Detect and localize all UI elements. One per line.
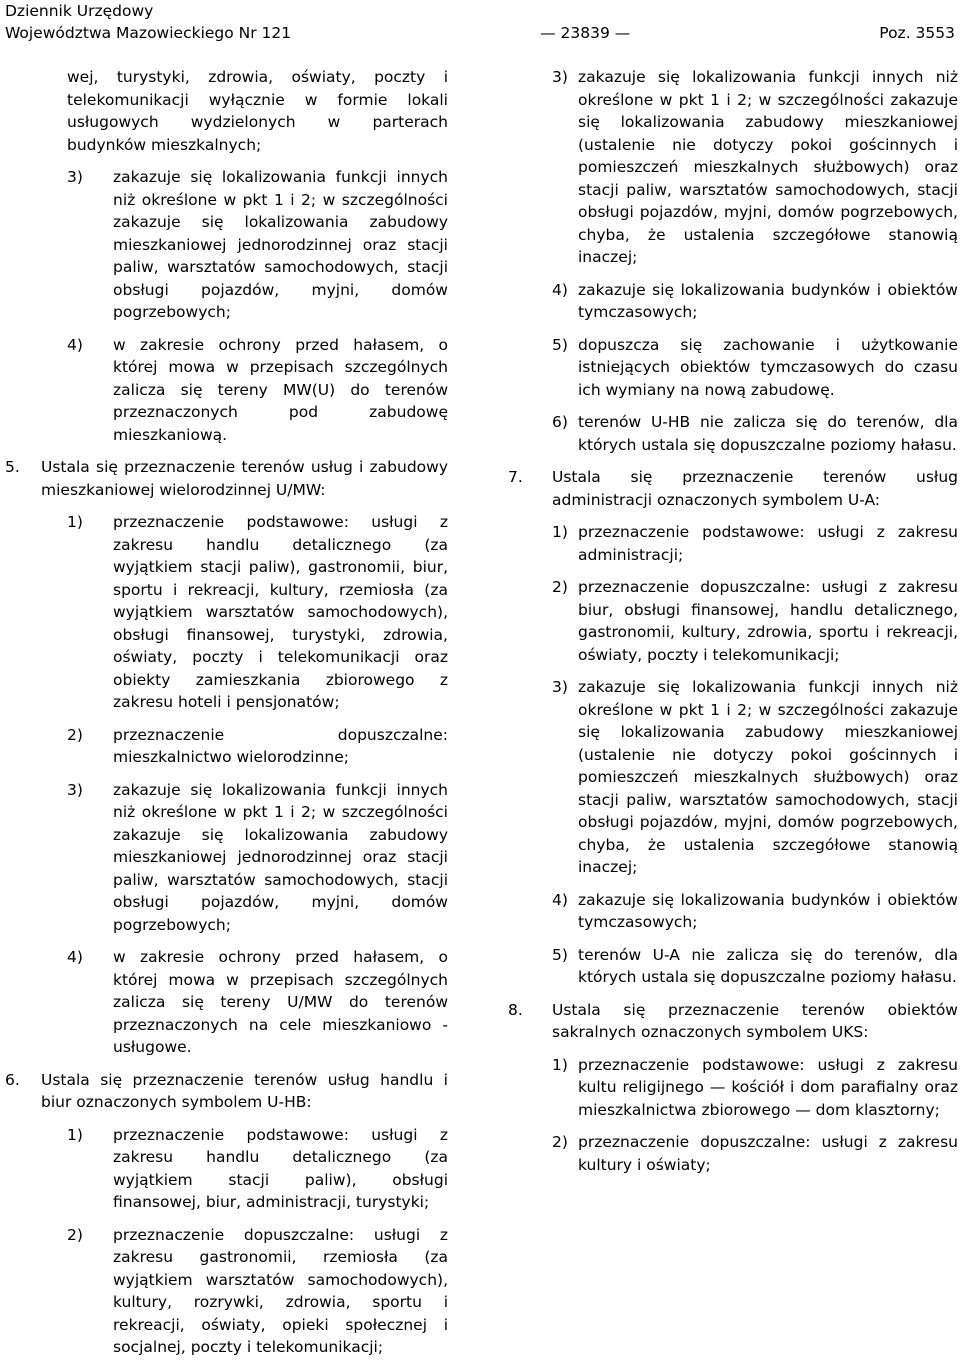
page-number: — 23839 — xyxy=(540,24,631,42)
list-item: 4) zakazuje się lokalizowania budynków i obiektów tymczasowych; xyxy=(552,890,958,931)
section-7: 7. Ustala się przeznaczenie terenów usług administracji oznaczonych symbolem U-A: xyxy=(508,468,958,509)
list-item: 3) zakazuje się lokalizowania funkcji innych niż określone w pkt 1 i 2; w szczególności zakazuje się lokalizowania zabudowy mieszkaniowej (ustalenie nie dotyczy pokoi gościnnych i pomieszczeń mieszkalnych służbowych) oraz stacji paliw, warsztatów samochodowych, stacji obsługi pojazdów, myjni, domów pogrzebowych, chyba, że ustalenia szczegółowe stanowią inaczej; xyxy=(552,68,958,266)
list-item: 5) dopuszcza się zachowanie i użytkowanie istniejących obiektów tymczasowych do czasu ich wymiany na nową zabudowę. xyxy=(552,335,958,399)
list-item: 5) terenów U-A nie zalicza się do terenów, dla których ustala się dopuszczalne poziomy hałasu. xyxy=(552,945,958,986)
right-column xyxy=(508,66,958,1186)
list-item: 3) zakazuje się lokalizowania funkcji innych niż określone w pkt 1 i 2; w szczególności zakazuje się lokalizowania zabudowy mieszkaniowej jednorodzinnej oraz stacji paliw, warsztatów samochodowych, stacji obsługi pojazdów, myjni, domów pogrzebowych; xyxy=(67,780,448,934)
continued-paragraph: wej, turystyki, zdrowia, oświaty, poczty i telekomunikacji wyłącznie w formie lokali usługowych wydzielonych w parterach budynków mieszkalnych; xyxy=(67,68,448,154)
list-item: 2) przeznaczenie dopuszczalne: usługi z zakresu biur, obsługi finansowej, handlu detalicznego, gastronomii, kultury, zdrowia, sportu i rekreacji, oświaty, poczty i telekomunikacji; xyxy=(552,578,958,664)
list-item: 1) przeznaczenie podstawowe: usługi z zakresu handlu detalicznego (za wyjątkiem stacji paliw), gastronomii, biur, sportu i rekreacji, kultury, rzemiosła (za wyjątkiem warsztatów samochodowych), obsługi finansowej, turystyki, zdrowia, oświaty, poczty i telekomunikacji oraz obiekty zamieszkania zbiorowego z zakresu hoteli i pensjonatów; xyxy=(67,513,448,711)
section-8: 8. Ustala się przeznaczenie terenów obiektów sakralnych oznaczonych symbolem UKS: xyxy=(508,1000,958,1041)
list-item: 4) w zakresie ochrony przed hałasem, o której mowa w przepisach szczególnych zalicza się tereny MW(U) do terenów przeznaczonych pod zabudowę mieszkaniową. xyxy=(67,335,448,444)
journal-title: Dziennik Urzędowy xyxy=(5,2,154,20)
page-header xyxy=(5,0,955,44)
header-line xyxy=(5,22,955,44)
list-item: 1) przeznaczenie podstawowe: usługi z zakresu administracji; xyxy=(552,523,958,564)
list-item: 4) zakazuje się lokalizowania budynków i obiektów tymczasowych; xyxy=(552,280,958,321)
journal-issue: Województwa Mazowieckiego Nr 121 xyxy=(5,24,292,42)
left-column xyxy=(5,66,448,1369)
list-item: 4) w zakresie ochrony przed hałasem, o której mowa w przepisach szczególnych zalicza się tereny U/MW do terenów przeznaczonych na cele mieszkaniowo - usługowe. xyxy=(67,948,448,1056)
list-item: 3) zakazuje się lokalizowania funkcji innych niż określone w pkt 1 i 2; w szczególności zakazuje się lokalizowania zabudowy mieszkaniowej jednorodzinnej oraz stacji paliw, warsztatów samochodowych, stacji obsługi pojazdów, myjni, domów pogrzebowych; xyxy=(67,168,448,321)
section-5: 5. Ustala się przeznaczenie terenów usług i zabudowy mieszkaniowej wielorodzinnej U/MW: xyxy=(5,458,448,499)
list-item: 2) przeznaczenie dopuszczalne: usługi z zakresu gastronomii, rzemiosła (za wyjątkiem warsztatów samochodowych), kultury, rozrywki, zdrowia, sportu i rekreacji, oświaty, opieki społecznej i socjalnej, poczty i telekomunikacji; xyxy=(67,1225,448,1356)
list-item: 1) przeznaczenie podstawowe: usługi z zakresu handlu detalicznego (za wyjątkiem stacji paliw), obsługi finansowej, biur, administracji, turystyki; xyxy=(67,1125,448,1211)
section-6: 6. Ustala się przeznaczenie terenów usług handlu i biur oznaczonych symbolem U-HB: xyxy=(5,1070,448,1111)
list-item: 2) przeznaczenie dopuszczalne: mieszkalnictwo wielorodzinne; xyxy=(67,725,448,766)
list-item: 2) przeznaczenie dopuszczalne: usługi z zakresu kultury i oświaty; xyxy=(552,1133,958,1174)
position-number: Poz. 3553 xyxy=(879,24,955,42)
list-item: 3) zakazuje się lokalizowania funkcji innych niż określone w pkt 1 i 2; w szczególności zakazuje się lokalizowania zabudowy mieszkaniowej (ustalenie nie dotyczy pokoi gościnnych i pomieszczeń mieszkalnych służbowych) oraz stacji paliw, warsztatów samochodowych, stacji obsługi pojazdów, myjni, domów pogrzebowych, chyba, że ustalenia szczegółowe stanowią inaczej; xyxy=(552,678,958,876)
list-item: 1) przeznaczenie podstawowe: usługi z zakresu kultu religijnego — kościół i dom parafialny oraz mieszkalnictwa zbiorowego — dom klasztorny; xyxy=(552,1055,958,1119)
list-item: 6) terenów U-HB nie zalicza się do terenów, dla których ustala się dopuszczalne poziomy hałasu. xyxy=(552,413,958,454)
